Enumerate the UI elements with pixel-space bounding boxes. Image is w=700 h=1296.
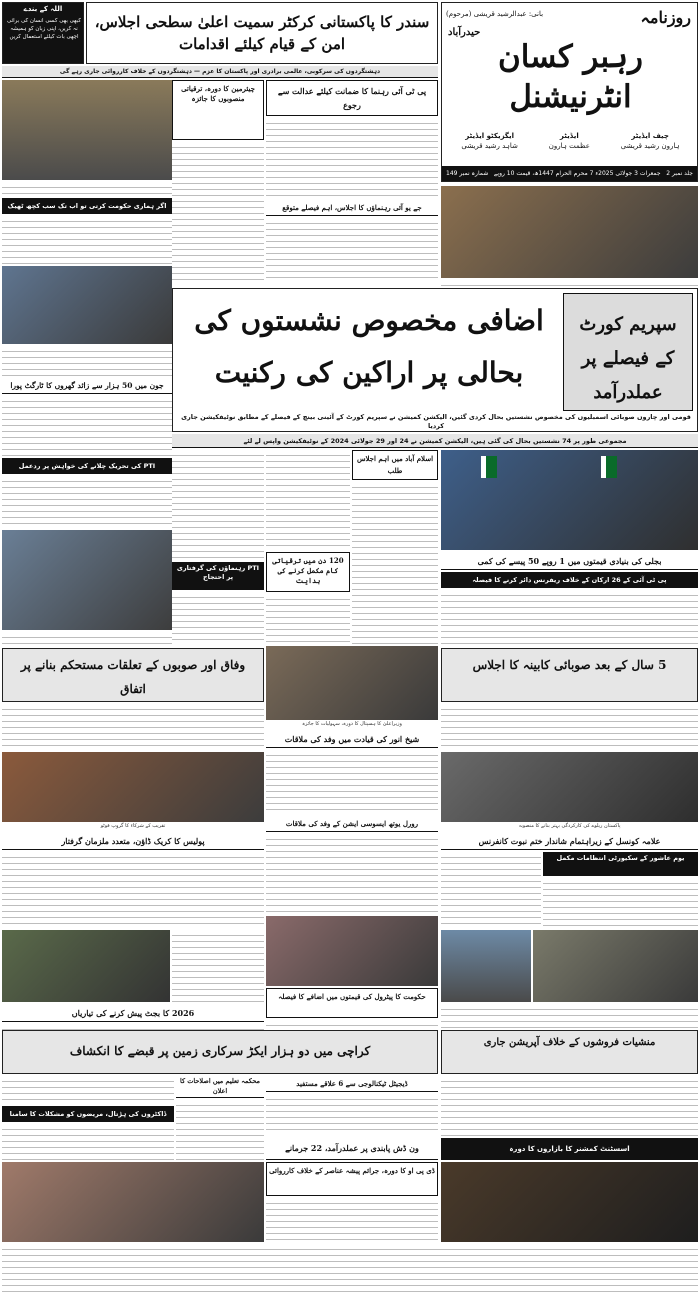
headline-block [266,988,438,1018]
mid-headline-2: پی ٹی آئی کے 26 ارکان کے خلاف ریفرنس دائر کرنے کا فیصلہ [472,576,667,584]
staff-title: ایڈیٹر [559,132,579,140]
headline-block [2,458,172,474]
staff-name: عظمت ہارون [548,142,590,150]
staff-title: ایگزیکٹو ایڈیٹر [465,132,515,140]
headline-block [266,816,438,832]
dateline: جمعرات 3 جولائی 2025ء 7 محرم الحرام 1447ھ، قیمت 10 روپے [493,170,661,177]
flag-icon [481,456,497,478]
text-block [266,218,438,282]
headline-block [266,1162,438,1196]
staff-chief [621,131,680,161]
masthead-staff [446,131,695,161]
photo-group-left [2,752,264,822]
top-banner-headline: سندر کا پاکستانی کرکٹر سمیت اعلیٰ سطحی اجلاس، امن کے قیام کیلئے اقدامات [94,13,430,53]
row4-headline-2: 5 سال کے بعد صوبائی کابینہ کا اجلاس [472,658,667,672]
photo-women-visit [266,916,438,986]
row4-banner-right [441,648,698,702]
row7-headline-1: ڈاکٹروں کی ہڑتال، مریضوں کو مشکلات کا سامنا [9,1110,167,1118]
masthead-founder: بانی: عبدالرشید قریشی (مرحوم) [446,10,544,18]
text-block [441,590,698,644]
text-block [172,142,264,282]
text-block [2,704,264,750]
masthead-city: حیدرآباد [448,27,481,38]
lead-subhead-2: مجموعی طور پر 74 نشستیں بحال کی گئی ہیں، الیکشن کمیشن نے 24 اور 29 جولائی 2024 کے نوٹیفکیشن واپس لے لئے [243,437,627,445]
text-block [266,1094,438,1134]
row6-headline-2: 2026 کا بجٹ پیش کرنے کی تیاریاں [71,1008,195,1018]
text-block [266,750,438,814]
mid-headline-6: اسلام آباد میں اہم اجلاس طلب [356,454,434,475]
text-block [441,704,698,750]
left-headline-3: PTI کی تحریک چلانے کی خواہش پر ردعمل [18,462,156,470]
staff-title: چیف ایڈیٹر [631,132,669,140]
row5-headline-3: پولیس کا کریک ڈاؤن، متعدد ملزمان گرفتار [61,836,205,846]
text-block [543,878,698,928]
lead-title: سپریم کورٹ کے فیصلے پر عملدرآمد [579,314,677,403]
headline-strip [2,66,438,78]
row7-headline-5: ڈی پی او کا دورہ، جرائم پیشہ عناصر کے خلاف کارروائی [269,1166,435,1175]
text-block [441,1076,698,1136]
text-block [172,930,264,1002]
photo-conference-room [441,186,698,278]
volume-label: جلد نمبر 2 [666,170,693,177]
text-block [441,852,541,928]
row4-headline-1: وفاق اور صوبوں کے تعلقات مستحکم بنانے پر اتفاق [20,658,246,696]
headline-block [441,572,698,588]
row6-headline-4: منشیات فروشوں کے خلاف آپریشن جاری [483,1037,656,1048]
masthead-prefix: روزنامہ [640,8,691,27]
row5-headline-2: رورل یوتھ ایسوسی ایشن کے وفد کی ملاقات [285,819,419,828]
prayer-title: اللہ کے بندے [23,5,63,13]
left-headline-2: جون میں 50 ہزار سے زائد گھروں کا ٹارگٹ پورا [10,381,164,390]
photo-officials-walk [533,930,698,1002]
top-banner [86,2,438,64]
headline-block [543,852,698,876]
prayer-box [2,2,84,64]
photo-building [441,930,531,1002]
headline-block [441,832,698,850]
headline-block [352,450,438,480]
photo-night-inspection [441,1162,698,1242]
text-block [2,396,172,456]
text-block [266,594,350,644]
headline-block [2,1106,174,1122]
row7-headline-4: ون ڈش پابندی پر عملدرآمد، 22 جرمانے [285,1143,419,1153]
row6-headline-3: حکومت کا پیٹرول کی قیمتوں میں اضافے کا فیصلہ [278,992,426,1001]
text-block [2,182,172,196]
lead-title-box [563,293,693,411]
headline-block [2,378,172,394]
text-block [172,592,264,644]
text-block [266,834,438,914]
headline-block [2,832,264,850]
staff-exec [461,131,518,161]
photo-meeting-top-left [2,80,172,180]
issue-label: شمارہ نمبر 149 [446,170,489,177]
flag-icon [601,456,617,478]
text-block [2,1124,174,1160]
text-block [2,346,172,376]
text-block [2,476,172,528]
row4-banner-left [2,648,264,702]
headline-block [172,562,264,590]
lead-story [172,288,698,432]
headline-block [266,1076,438,1092]
headline-block [266,552,350,592]
text-block [266,118,438,198]
row7-headline-2: ڈیجیٹل ٹیکنالوجی سے 6 علاقے مستفید [296,1079,408,1088]
row5-headline-4: یوم عاشور کے سکیورٹی انتظامات مکمل [556,854,685,862]
mid-headline-5: 120 دن میں ترقیاتی کام مکمل کرنے کی ہدایت [272,556,344,585]
mid-headline-1: بجلی کی بنیادی قیمتوں میں 1 روپے 50 پیسے کی کمی [477,556,662,566]
right-headline-3: چیئرمین کا دورہ، ترقیاتی منصوبوں کا جائزہ [181,84,255,103]
photo-police-event [2,930,170,1002]
masthead-title: رہبر کسان انٹرنیشنل [497,39,643,115]
photo-un-meeting [2,530,172,630]
headline-block [441,1138,698,1160]
photo-health-camp [2,1162,264,1242]
prayer-text: کبھی بھی کسی انسان کی برائی نہ کریں، اپنی زبان کو ہمیشہ اچھی بات کیلئے استعمال کریں [7,18,81,40]
lead-subhead-bar [172,434,698,448]
photo-caption: پاکستان ریلوے کی کارکردگی بہتر بنانے کا منصوبہ [518,823,621,829]
lead-subhead: قومی اور چاروں صوبائی اسمبلیوں کی مخصوص نشستیں بحال کردی گئیں، الیکشن کمیشن نے سپریم کورٹ کے آئینی بینچ کے فیصلے کے مطابق نوٹیفکیشن جاری کردیا [181,413,691,430]
staff-name: شاہد رشید قریشی [461,142,518,150]
text-block [352,482,438,644]
mid-top-headline-2 [266,200,438,216]
text-block [266,450,350,550]
mid-top-headline [266,80,438,116]
row6-banner-right [441,1030,698,1074]
text-block [2,216,172,264]
headline-block [176,1076,264,1098]
text-block [2,1244,698,1292]
row7-headline-6: اسسٹنٹ کمشنر کا بازاروں کا دورہ [509,1145,630,1153]
photo-caption: وزیراعلیٰ کا ہسپتال کا دورہ، سہولیات کا جائزہ [302,721,402,727]
headline-block [266,1136,438,1160]
photo-diplomats [2,266,172,344]
headline-strip-text: دہشتگردوں کی سرکوبی، عالمی برادری اور پاکستان کا عزم — دہشتگردوں کے خلاف کارروائی جاری رہے گی [59,68,381,75]
photo-caption: تقریب کے شرکاء کا گروپ فوٹو [100,823,166,829]
text-block [441,1004,698,1028]
right-headline-1: پی ٹی آئی رہنما کا ضمانت کیلئے عدالت سے رجوع [277,86,427,110]
text-block [2,1076,174,1104]
right-col-headline [172,80,264,140]
row6-banner-left [2,1030,438,1074]
left-headline-1: اگر ہماری حکومت کرتی تو اب تک سب کچھ ٹھیک [7,202,167,210]
headline-block [2,1004,264,1022]
dateline-bar [442,166,697,181]
row6-headline-1: کراچی میں دو ہزار ایکڑ سرکاری زمین پر قبضے کا انکشاف [69,1044,371,1058]
photo-officials-flags [441,450,698,550]
row7-headline-3: محکمہ تعلیم میں اصلاحات کا اعلان [179,1077,261,1095]
text-block [2,852,264,928]
text-block [172,450,264,560]
headline-block [2,198,172,214]
row4-headline-3: شیخ انور کی قیادت میں وفد کی ملاقات [284,734,420,744]
photo-panel-right [441,752,698,822]
text-block [266,1198,438,1242]
staff-name: ہارون رشید قریشی [620,142,680,150]
lead-headline: اضافی مخصوص نشستوں کی بحالی پر اراکین کی رکنیت [194,304,544,389]
masthead [441,2,698,182]
headline-block [441,552,698,570]
right-headline-2: جے یو آئی رہنماؤں کا اجلاس، اہم فیصلے متوقع [282,203,422,212]
text-block [2,632,172,646]
row5-headline-1: علامہ کونسل کے زیراہتمام شاندار ختم نبوت کانفرنس [478,836,661,846]
photo-hospital-visit [266,646,438,720]
mid-headline-3: PTI رہنماؤں کی گرفتاری پر احتجاج [176,564,260,581]
staff-editor [549,131,590,161]
headline-block [266,730,438,748]
text-block [176,1100,264,1160]
